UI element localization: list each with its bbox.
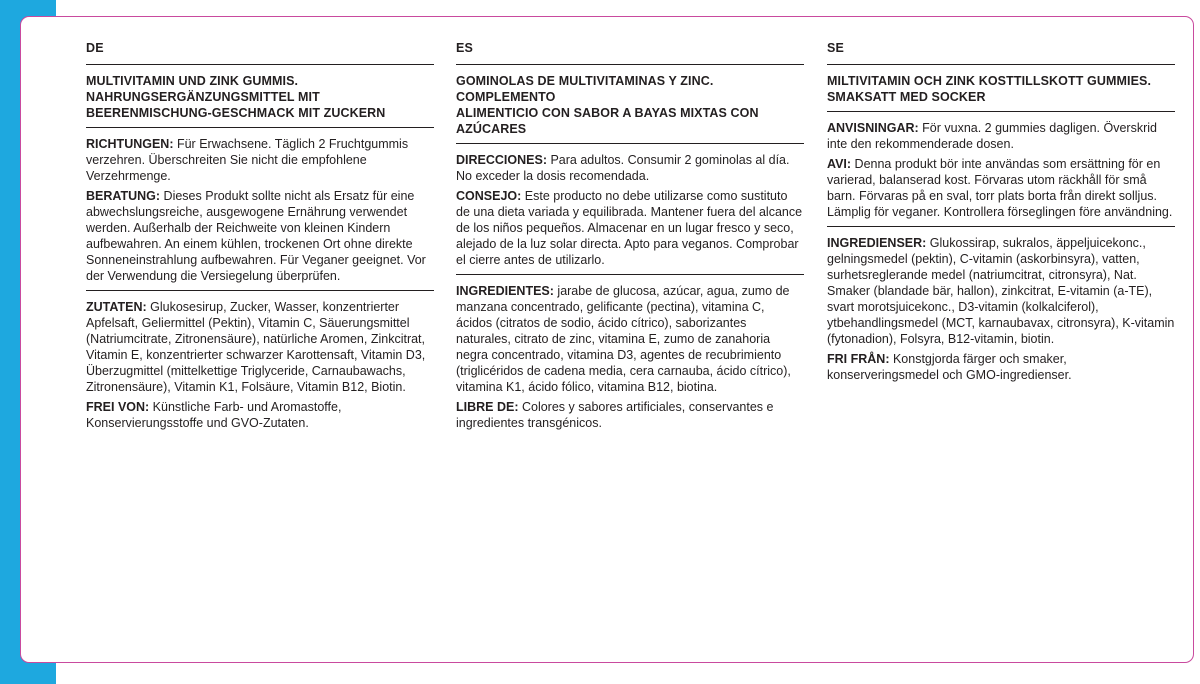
- divider: [86, 64, 434, 65]
- title-line: MILTIVITAMIN OCH ZINK KOSTTILLSKOTT GUMMIES.: [827, 74, 1152, 88]
- title-line: BEERENMISCHUNG-GESCHMACK MIT ZUCKERN: [86, 106, 386, 120]
- divider: [827, 64, 1175, 65]
- advice-label: CONSEJO:: [456, 189, 522, 203]
- divider: [86, 127, 434, 128]
- advice-text: Este producto no debe utilizarse como sustituto de una dieta variada y equilibrada. Mantener fuera del alcance de los niños pequeños. Almacenar en un lugar fresco y seco, alejado de la luz solar directa. Apto para veganos. Comprobar el cierre antes de utilizarlo.: [456, 189, 803, 267]
- language-code: ES: [456, 41, 474, 55]
- title-line: MULTIVITAMIN UND ZINK GUMMIS.: [86, 74, 299, 88]
- advice-paragraph: [827, 156, 1175, 220]
- column-de: [86, 40, 434, 435]
- divider: [827, 226, 1175, 227]
- advice-paragraph: [86, 188, 434, 284]
- directions-label: ANVISNINGAR:: [827, 121, 919, 135]
- ingredients-block: [456, 283, 804, 431]
- ingredients-label: INGREDIENSER:: [827, 236, 927, 250]
- free-from-label: FRI FRÅN:: [827, 352, 890, 366]
- divider: [86, 290, 434, 291]
- divider: [456, 64, 804, 65]
- language-code: SE: [827, 41, 845, 55]
- directions-paragraph: [827, 120, 1175, 152]
- product-title: [86, 73, 434, 121]
- usage-block: [86, 136, 434, 284]
- ingredients-text: jarabe de glucosa, azúcar, agua, zumo de manzana concentrado, gelificante (pectina), vitamina C, ácidos (citratos de sodio, ácido cítrico), saborizantes naturales, citrato de zinc, vitamina E, zumo de zanahoria negra concentrado, vitamina D3, agentes de recubrimiento (triglicéridos de cadena media, cera carnauba, ácido cítrico), vitamina K1, ácido fólico, vitamina B12, biotina.: [456, 284, 791, 394]
- directions-label: DIRECCIONES:: [456, 153, 547, 167]
- free-from-text: Colores y sabores artificiales, conservantes e ingredientes transgénicos.: [456, 400, 774, 430]
- ingredients-block: [86, 299, 434, 431]
- directions-text: För vuxna. 2 gummies dagligen. Överskrid inte den rekommenderade dosen.: [827, 121, 1157, 151]
- ingredients-label: ZUTATEN:: [86, 300, 147, 314]
- divider: [456, 274, 804, 275]
- product-title: [456, 73, 804, 137]
- directions-text: Für Erwachsene. Täglich 2 Fruchtgummis verzehren. Überschreiten Sie nicht die empfohlene Verzehrmenge.: [86, 137, 409, 183]
- free-from-paragraph: [456, 399, 804, 431]
- ingredients-paragraph: [827, 235, 1175, 347]
- directions-text: Para adultos. Consumir 2 gominolas al día. No exceder la dosis recomendada.: [456, 153, 790, 183]
- usage-block: [456, 152, 804, 268]
- column-es: [456, 40, 804, 435]
- free-from-paragraph: [86, 399, 434, 431]
- title-line: GOMINOLAS DE MULTIVITAMINAS Y ZINC. COMPLEMENTO: [456, 74, 714, 104]
- ingredients-block: [827, 235, 1175, 383]
- ingredients-text: Glukosesirup, Zucker, Wasser, konzentrierter Apfelsaft, Geliermittel (Pektin), Vitamin C, Säuerungsmittel (Natriumcitrate, Zitronensäure), natürliche Aromen, Zinkcitrat, Vitamin E, konzentrierter schwarzer Karottensaft, Vitamin D3, Überzugmittel (mittelkettige Triglyceride, Carnaubawachs, Zitronensäure), Vitamin K1, Folsäure, Vitamin B12, Biotin.: [86, 300, 426, 394]
- ingredients-label: INGREDIENTES:: [456, 284, 554, 298]
- ingredients-paragraph: [456, 283, 804, 395]
- advice-text: Dieses Produkt sollte nicht als Ersatz für eine abwechslungsreiche, ausgewogene Ernährung verwendet werden. Außerhalb der Reichweite von kleinen Kindern aufbewahren. An einem kühlen, trockenen Ort ohne direkte Sonneneinstrahlung aufbewahren. Für Veganer geeignet. Vor der Verwendung die Versiegelung überprüfen.: [86, 189, 426, 283]
- free-from-text: Konstgjorda färger och smaker, konserveringsmedel och GMO-ingredienser.: [827, 352, 1072, 382]
- language-code: DE: [86, 41, 104, 55]
- title-line: NAHRUNGSERGÄNZUNGSMITTEL MIT: [86, 90, 320, 104]
- advice-paragraph: [456, 188, 804, 268]
- column-se: [827, 40, 1175, 387]
- usage-block: [827, 120, 1175, 220]
- free-from-label: FREI VON:: [86, 400, 150, 414]
- title-line: ALIMENTICIO CON SABOR A BAYAS MIXTAS CON AZÚCARES: [456, 106, 759, 136]
- directions-label: RICHTUNGEN:: [86, 137, 174, 151]
- advice-label: BERATUNG:: [86, 189, 161, 203]
- divider: [456, 143, 804, 144]
- advice-label: AVI:: [827, 157, 852, 171]
- free-from-label: LIBRE DE:: [456, 400, 519, 414]
- divider: [827, 111, 1175, 112]
- directions-paragraph: [86, 136, 434, 184]
- product-title: [827, 73, 1175, 105]
- free-from-paragraph: [827, 351, 1175, 383]
- free-from-text: Künstliche Farb- und Aromastoffe, Konservierungsstoffe und GVO-Zutaten.: [86, 400, 342, 430]
- title-line: SMAKSATT MED SOCKER: [827, 90, 986, 104]
- directions-paragraph: [456, 152, 804, 184]
- ingredients-text: Glukossirap, sukralos, äppeljuicekonc., gelningsmedel (pektin), C-vitamin (askorbinsyra), vatten, surhetsreglerande medel (natriumcitrat, citronsyra), Nat. Smaker (blandade bär, hallon), zinkcitrat, E-vitamin (a-TE), svart morotsjuicekonc., D3-vitamin (kolkalciferol), ytbehandlingsmedel (MCT, karnaubavax, citronsyra), K-vitamin (fytonadion), Folsyra, B12-vitamin, biotin.: [827, 236, 1175, 346]
- advice-text: Denna produkt bör inte användas som ersättning för en varierad, balanserad kost. Förvaras utom räckhåll för små barn. Förvaras på en sval, torr plats borta från direkt solljus. Lämplig för veganer. Kontrollera förseglingen före användning.: [827, 157, 1173, 219]
- ingredients-paragraph: [86, 299, 434, 395]
